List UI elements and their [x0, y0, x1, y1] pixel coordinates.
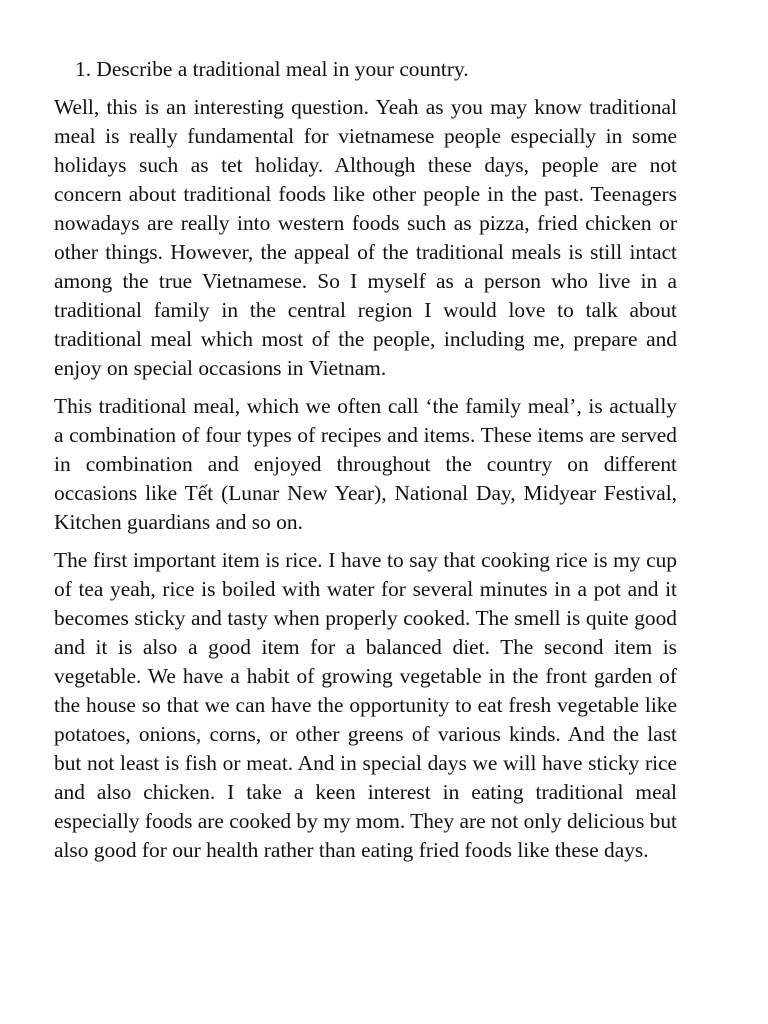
document-page [54, 55, 677, 874]
paragraph-intro: Well, this is an interesting question. Yeah as you may know traditional meal is really fundamental for vietnamese people especially in some holidays such as tet holiday. Although these days, people are not concern about traditional foods like other people in the past. Teenagers nowadays are really into western foods such as pizza, fried chicken or other things. However, the appeal of the traditional meals is still intact among the true Vietnamese. So I myself as a person who live in a traditional family in the central region I would love to talk about traditional meal which most of the people, including me, prepare and enjoy on special occasions in Vietnam. [54, 95, 677, 380]
paragraph-family-meal: This traditional meal, which we often call ‘the family meal’, is actually a combination of four types of recipes and items. These items are served in combination and enjoyed throughout the country on different occasions like Tết (Lunar New Year), National Day, Midyear Festival, Kitchen guardians and so on. [54, 394, 677, 534]
paragraph-items: The first important item is rice. I have to say that cooking rice is my cup of tea yeah, rice is boiled with water for several minutes in a pot and it becomes sticky and tasty when properly cooked. The smell is quite good and it is also a good item for a balanced diet. The second item is vegetable. We have a habit of growing vegetable in the front garden of the house so that we can have the opportunity to eat fresh vegetable like potatoes, onions, corns, or other greens of various kinds. And the last but not least is fish or meat. And in special days we will have sticky rice and also chicken. I take a keen interest in eating traditional meal especially foods are cooked by my mom. They are not only delicious but also good for our health rather than eating fried foods like these days. [54, 548, 677, 862]
question-heading: 1. Describe a traditional meal in your country. [75, 57, 469, 81]
